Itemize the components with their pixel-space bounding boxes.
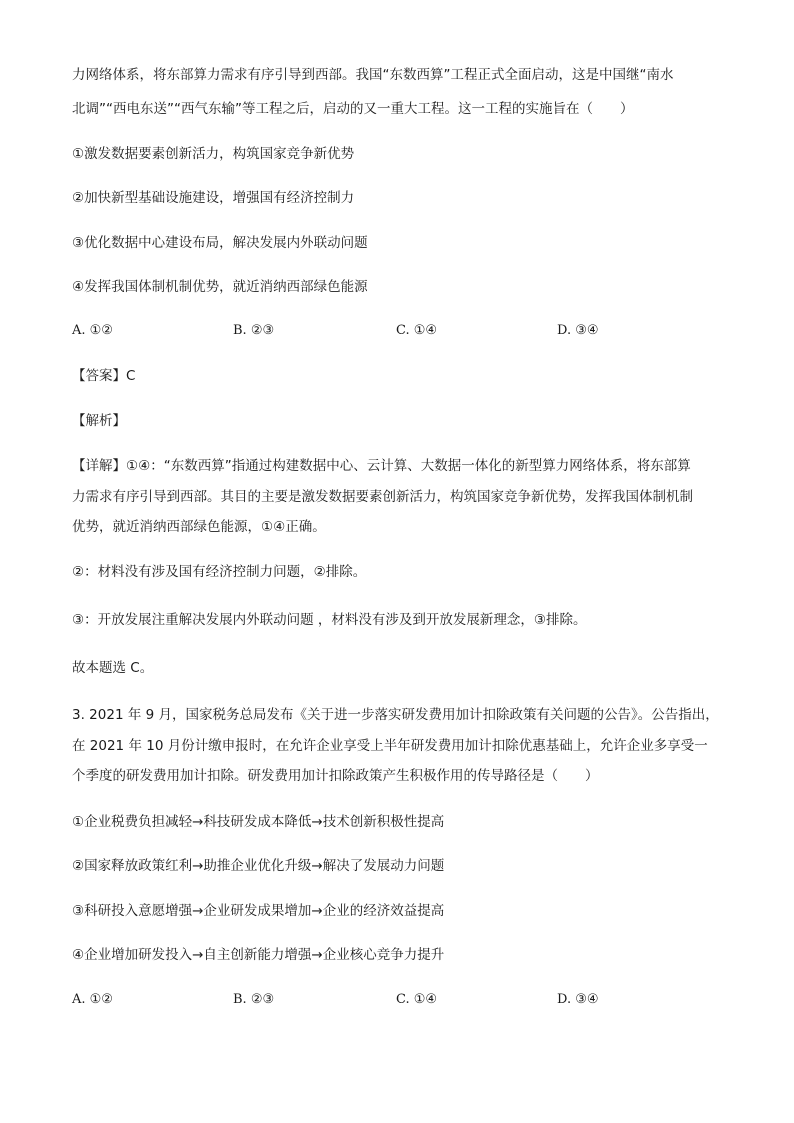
q3-statement-3: ③科研投入意愿增强→企业研发成果增加→企业的经济效益提高 xyxy=(72,903,445,919)
q2-option-d: D. ③④ xyxy=(557,323,599,338)
q2-option-c: C. ①④ xyxy=(396,323,438,338)
q2-elimination-3: ③：开放发展注重解决发展内外联动问题 ，材料没有涉及到开放发展新理念，③排除。 xyxy=(72,612,587,628)
q2-detail-line-3: 优势，就近消纳西部绿色能源，①④正确。 xyxy=(72,519,326,535)
q3-option-c: C. ①④ xyxy=(396,992,438,1007)
q3-stem-line-2: 在 2021 年 10 月份计缴申报时，在允许企业享受上半年研发费用加计扣除优惠基础上，允许企业多享受一 xyxy=(72,738,708,754)
q2-elimination-2: ②：材料没有涉及国有经济控制力问题，②排除。 xyxy=(72,564,367,580)
q3-stem-line-1: 3. 2021 年 9 月，国家税务总局发布《关于进一步落实研发费用加计扣除政策有关问题的公告》。公告指出， xyxy=(72,707,719,723)
q3-statement-4: ④企业增加研发投入→自主创新能力增强→企业核心竞争力提升 xyxy=(72,947,445,963)
q2-analysis-heading: 【解析】 xyxy=(72,413,126,429)
q3-statement-1: ①企业税费负担减轻→科技研发成本降低→技术创新积极性提高 xyxy=(72,814,445,830)
q3-option-d: D. ③④ xyxy=(557,992,599,1007)
q2-statement-1: ①激发数据要素创新活力，构筑国家竞争新优势 xyxy=(72,146,355,162)
q2-option-b: B. ②③ xyxy=(233,323,275,338)
q3-option-a: A. ①② xyxy=(72,992,113,1007)
q3-option-b: B. ②③ xyxy=(233,992,275,1007)
q2-answer: 【答案】C xyxy=(72,368,136,384)
q2-conclusion: 故本题选 C。 xyxy=(72,660,154,676)
q2-stem-line-2: 北调”“西电东送”“西气东输”等工程之后，启动的又一重大工程。这一工程的实施旨在（ ） xyxy=(72,101,634,117)
q2-statement-2: ②加快新型基础设施建设，增强国有经济控制力 xyxy=(72,190,355,206)
q2-detail-line-2: 力需求有序引导到西部。其目的主要是激发数据要素创新活力，构筑国家竞争新优势，发挥我国体制机制 xyxy=(72,489,693,505)
q2-statement-3: ③优化数据中心建设布局，解决发展内外联动问题 xyxy=(72,235,368,251)
q3-statement-2: ②国家释放政策红利→助推企业优化升级→解决了发展动力问题 xyxy=(72,858,445,874)
q2-statement-4: ④发挥我国体制机制优势，就近消纳西部绿色能源 xyxy=(72,279,368,295)
q3-stem-line-3: 个季度的研发费用加计扣除。研发费用加计扣除政策产生积极作用的传导路径是（ ） xyxy=(72,768,599,784)
q2-stem-line-1: 力网络体系，将东部算力需求有序引导到西部。我国“东数西算”工程正式全面启动，这是中国继“南水 xyxy=(72,67,674,83)
q2-detail-line-1: 【详解】①④：“东数西算”指通过构建数据中心、云计算、大数据一体化的新型算力网络体系，将东部算 xyxy=(72,458,691,474)
q2-option-a: A. ①② xyxy=(72,323,113,338)
